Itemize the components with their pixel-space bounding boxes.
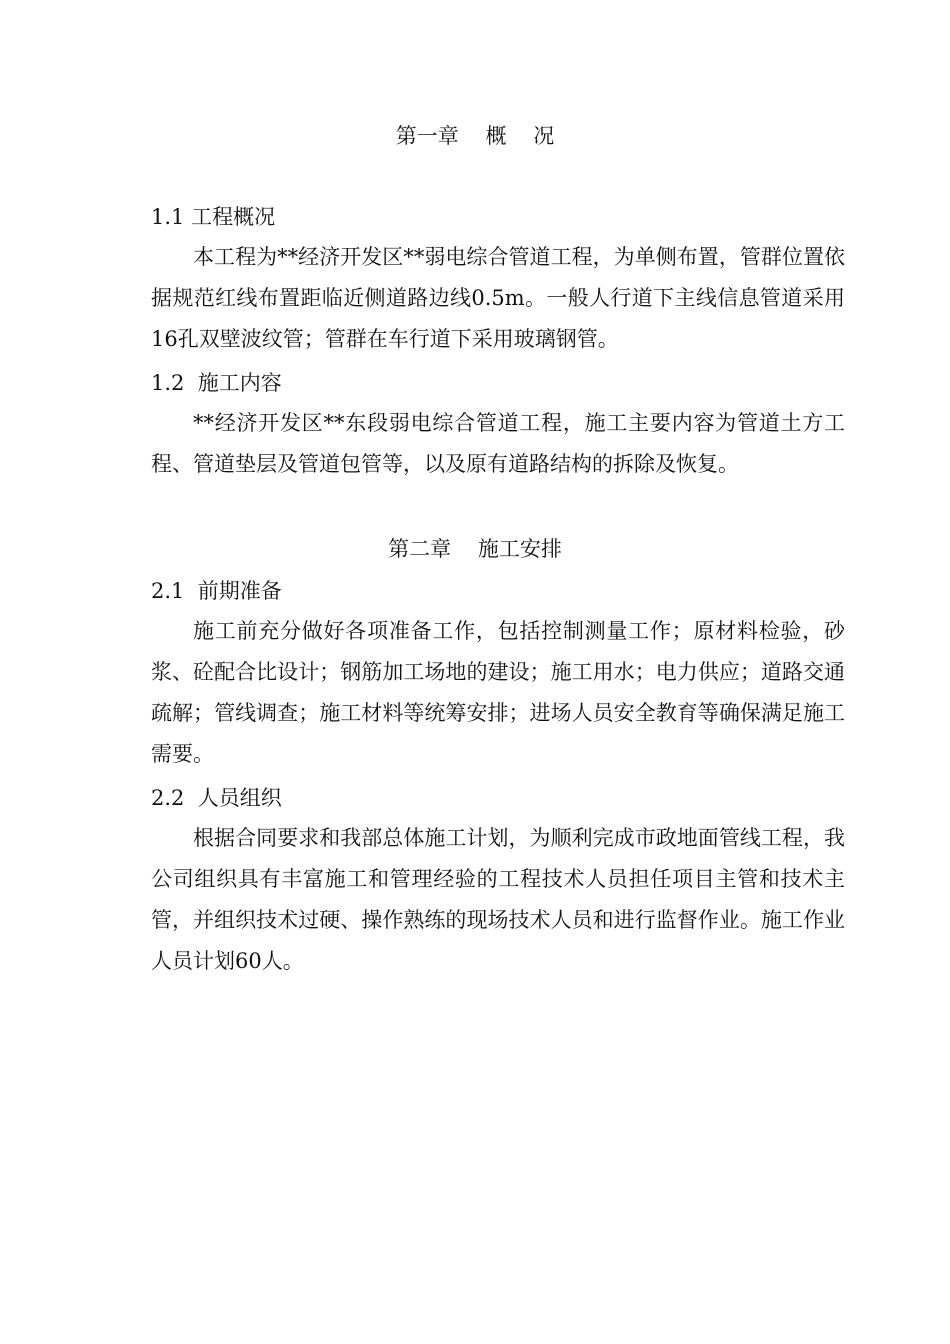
chapter-2-title: 第二章 施工安排 [388, 537, 562, 561]
section-1-2-heading: 1.2 施工内容 [151, 371, 282, 395]
section-1-2-paragraph: **经济开发区**东段弱电综合管道工程，施工主要内容为管道土方工程、管道垫层及管道包管等，以及原有道路结构的拆除及恢复。 [151, 411, 845, 476]
section-2-2-heading: 2.2 人员组织 [151, 786, 282, 810]
section-2-2-paragraph: 根据合同要求和我部总体施工计划，为顺利完成市政地面管线工程，我公司组织具有丰富施工和管理经验的工程技术人员担任项目主管和技术主管，并组织技术过硬、操作熟练的现场技术人员和进行监督作业。施工作业人员计划60人。 [151, 826, 845, 973]
section-1-1-heading: 1.1 工程概况 [151, 205, 276, 229]
section-2-1-paragraph: 施工前充分做好各项准备工作，包括控制测量工作；原材料检验，砂浆、砼配合比设计；钢筋加工场地的建设；施工用水；电力供应；道路交通疏解；管线调查；施工材料等统筹安排；进场人员安全教育等确保满足施工需要。 [151, 619, 845, 766]
chapter-1-title: 第一章 概 况 [395, 124, 555, 148]
section-2-1-heading: 2.1 前期准备 [151, 579, 282, 603]
section-1-1-paragraph: 本工程为**经济开发区**弱电综合管道工程，为单侧布置，管群位置依据规范红线布置距临近侧道路边线0.5m。一般人行道下主线信息管道采用16孔双壁波纹管；管群在车行道下采用玻璃钢管。 [151, 245, 845, 351]
